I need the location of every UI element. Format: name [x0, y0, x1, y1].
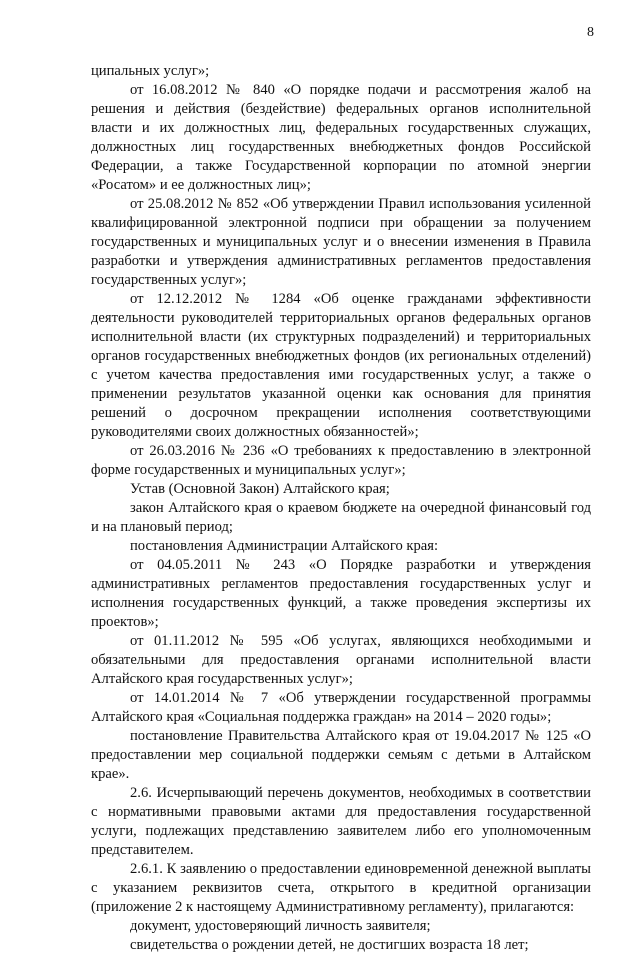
page-number: 8 — [587, 25, 594, 40]
paragraph-charter: Устав (Основной Закон) Алтайского края; — [130, 481, 390, 497]
paragraph-resolution-243: от 04.05.2011 № 243 «О Порядке разработки и утверждения административных регламентов предоставления государственных услуг и исполнения государственных функций, а также проведения экспертизы их проектов»; — [91, 557, 591, 630]
paragraph-decree-852: от 25.08.2012 № 852 «Об утверждении Правил использования усиленной квалифицированной электронной подписи при обращении за получением государственных и муниципальных услуг и о внесении изменения в Правила разработки и утверждения административных регламентов предоставления государственных услуг»; — [91, 196, 591, 288]
paragraph-decree-1284: от 12.12.2012 № 1284 «Об оценке гражданами эффективности деятельности руководителей территориальных органов федеральных органов исполнительной власти (их структурных подразделений) и территориальных органов государственных внебюджетных фондов (их региональных отделений) с учетом качества предоставления ими государственных услуг, а также о применении результатов указанной оценки как основания для принятия решений о досрочном прекращении исполнения соответствующими руководителями своих должностных обязанностей»; — [91, 291, 591, 440]
paragraph-budget-law: закон Алтайского края о краевом бюджете на очередной финансовый год и на плановый период; — [91, 500, 591, 535]
paragraph-birth-certificates: свидетельства о рождении детей, не достигших возраста 18 лет; — [130, 937, 529, 953]
paragraph-resolution-7: от 14.01.2014 № 7 «Об утверждении государственной программы Алтайского края «Социальная поддержка граждан» на 2014 – 2020 годы»; — [91, 690, 591, 725]
paragraph-decree-840: от 16.08.2012 № 840 «О порядке подачи и рассмотрения жалоб на решения и действия (бездействие) федеральных органов исполнительной власти и их должностных лиц, федеральных государственных служащих, должностных лиц государственных внебюджетных фондов Российской Федерации, а также Государственной корпорации по атомной энергии «Росатом» и ее должностных лиц»; — [91, 82, 591, 193]
paragraph-resolution-595: от 01.11.2012 № 595 «Об услугах, являющихся необходимыми и обязательными для предоставления органами исполнительной власти Алтайского края государственных услуг»; — [91, 633, 591, 687]
paragraph-identity-document: документ, удостоверяющий личность заявителя; — [130, 918, 431, 934]
paragraph-continuation: ципальных услуг»; — [91, 63, 210, 79]
paragraph-decree-236: от 26.03.2016 № 236 «О требованиях к предоставлению в электронной форме государственных и муниципальных услуг»; — [91, 443, 591, 478]
paragraph-government-resolution-125: постановление Правительства Алтайского края от 19.04.2017 № 125 «О предоставлении мер социальной поддержки семьям с детьми в Алтайском крае». — [91, 728, 591, 782]
paragraph-section-2-6-1: 2.6.1. К заявлению о предоставлении единовременной денежной выплаты с указанием реквизитов счета, открытого в кредитной организации (приложение 2 к настоящему Административному регламенту), прилагаются: — [91, 861, 591, 915]
paragraph-administration-resolutions: постановления Администрации Алтайского края: — [130, 538, 439, 554]
document-body — [91, 62, 591, 955]
paragraph-section-2-6: 2.6. Исчерпывающий перечень документов, необходимых в соответствии с нормативными правовыми актами для предоставления государственной услуги, подлежащих представлению заявителем либо его уполномоченным представителем. — [91, 785, 591, 858]
